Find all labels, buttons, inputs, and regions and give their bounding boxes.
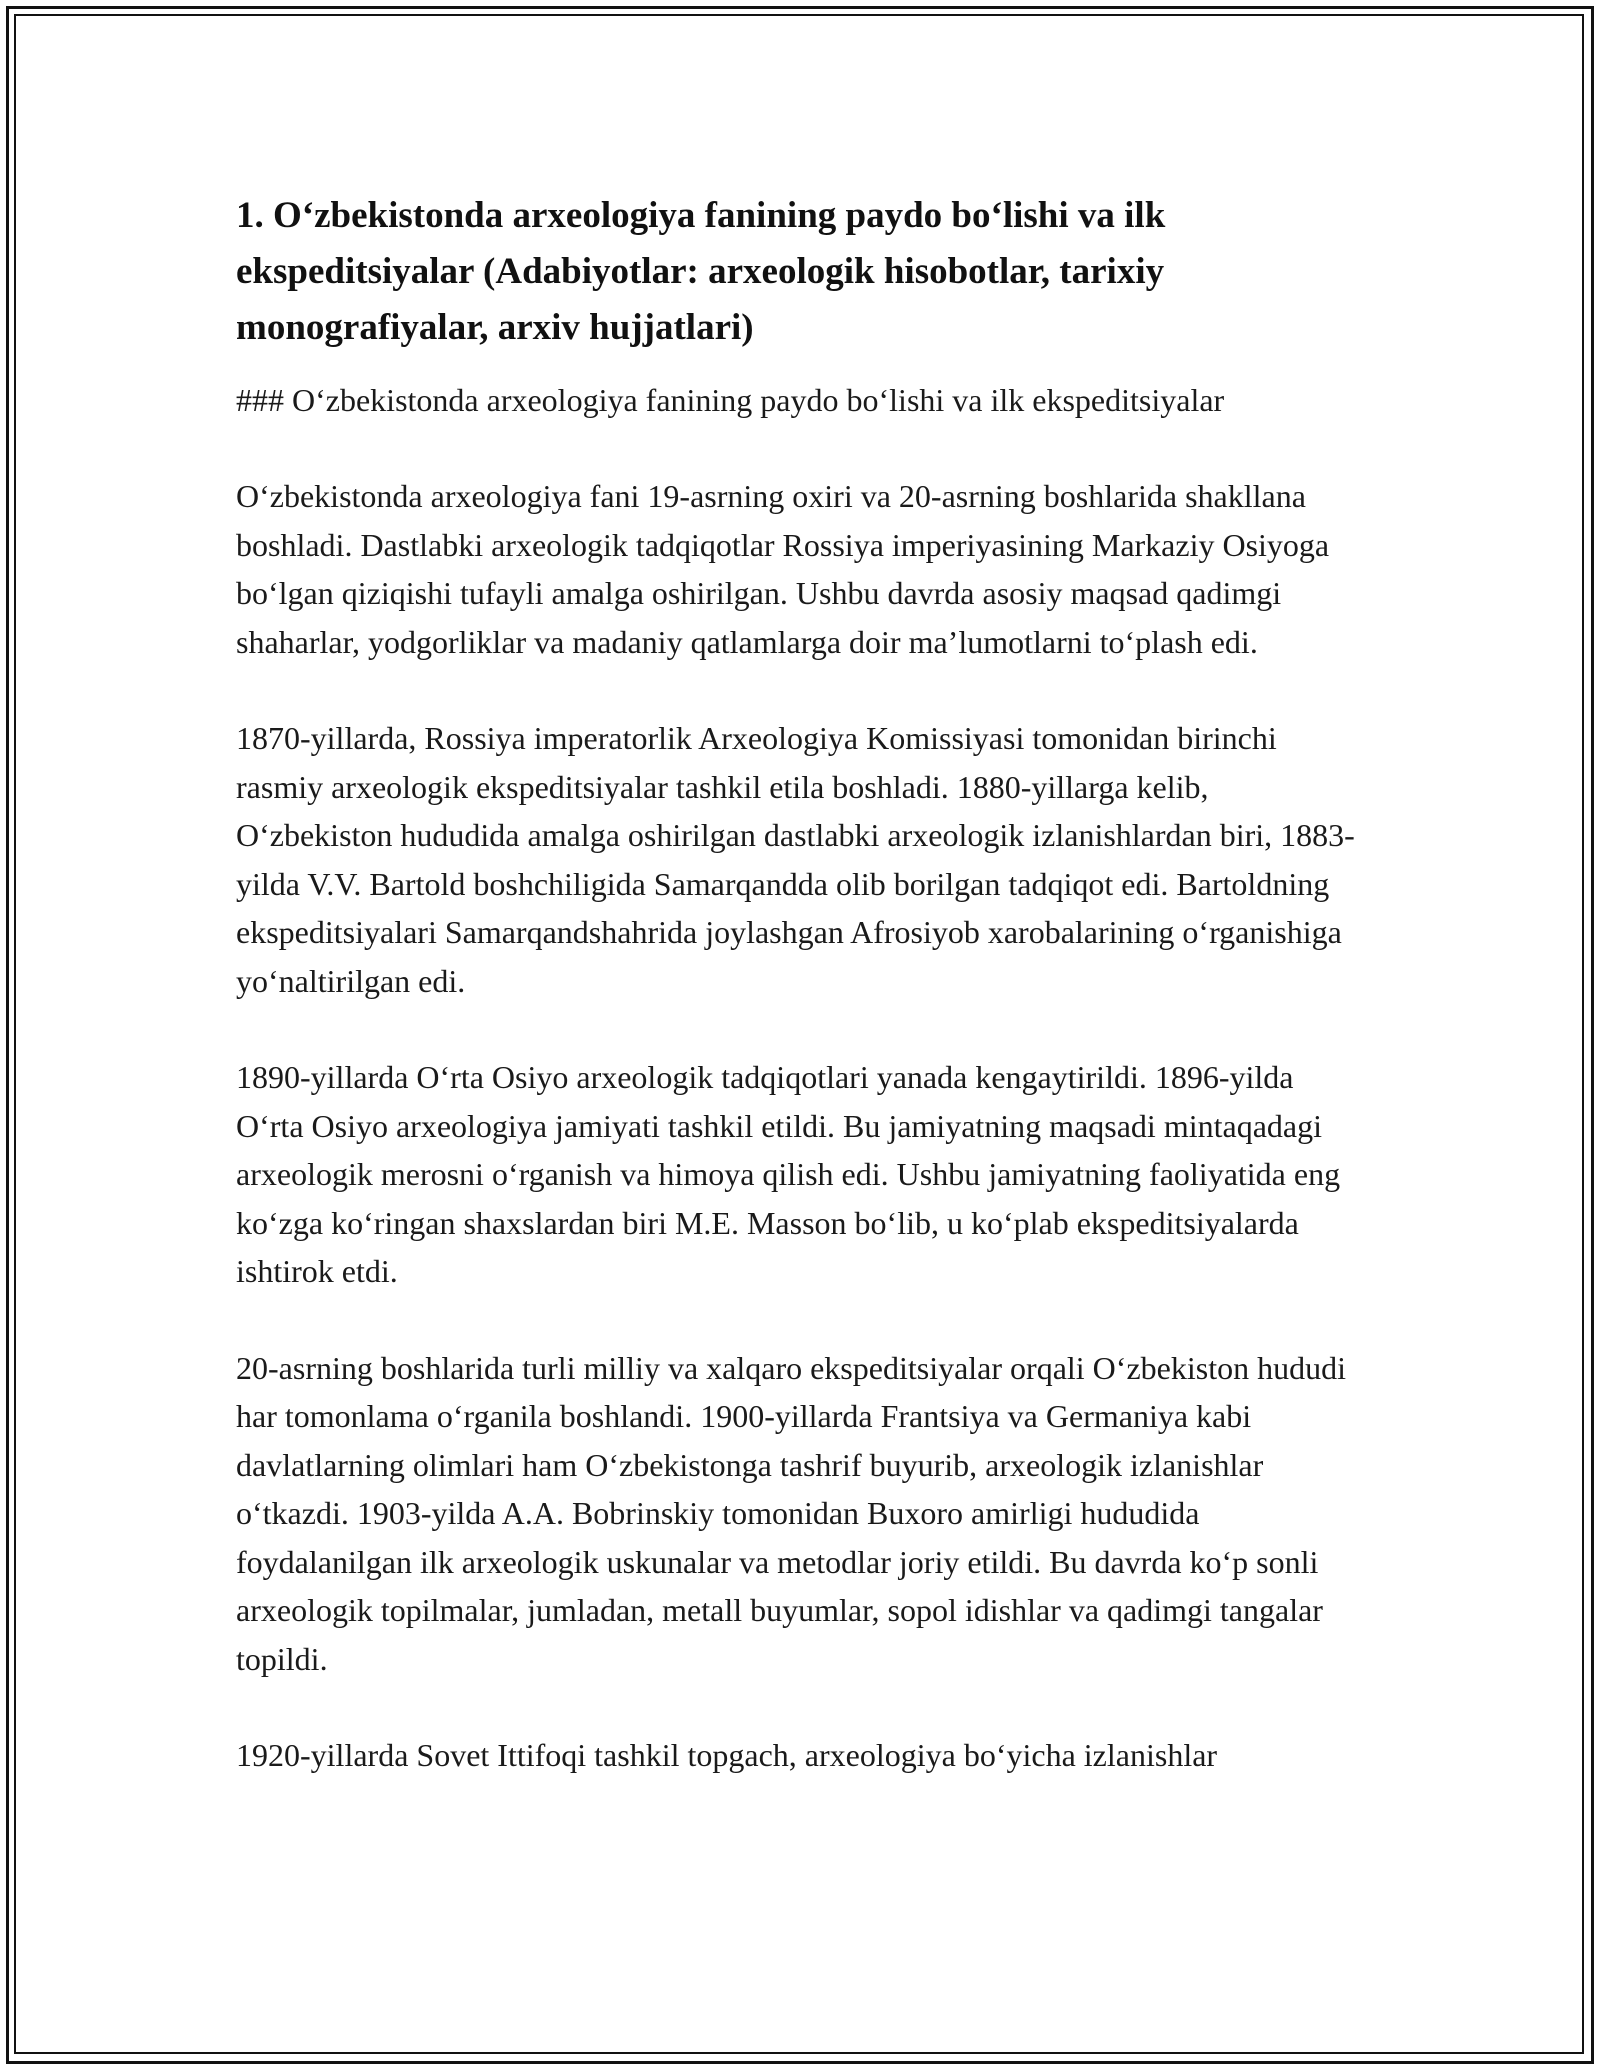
paragraph-1: O‘zbekistonda arxeologiya fani 19-asrning oxiri va 20-asrning boshlarida shakllana boshladi. Dastlabki arxeologik tadqiqotlar Rossiya imperiyasining Markaziy Osiyoga bo‘lgan qiziqishi tufayli amalga oshirilgan. Ushbu davrda asosiy maqsad qadimgi shaharlar, yodgorliklar va madaniy qatlamlarga doir ma’lumotlarni to‘plash edi. xyxy=(236,478,1330,660)
paragraph-2: 1870-yillarda, Rossiya imperatorlik Arxeologiya Komissiyasi tomonidan birinchi rasmiy arxeologik ekspeditsiyalar tashkil etila boshladi. 1880-yillarga kelib, O‘zbekiston hududida amalga oshirilgan dastlabki arxeologik izlanishlardan biri, 1883-yilda V.V. Bartold boshchiligida Samarqandda olib borilgan tadqiqot edi. Bartoldning ekspeditsiyalari Samarqandshahrida joylashgan Afrosiyob xarobalarining o‘rganishiga yo‘naltirilgan edi. xyxy=(236,720,1355,999)
document-body xyxy=(236,188,1366,1828)
paragraph-3: 1890-yillarda O‘rta Osiyo arxeologik tadqiqotlari yanada kengaytirildi. 1896-yilda O‘rta Osiyo arxeologiya jamiyati tashkil etildi. Bu jamiyatning maqsadi mintaqadagi arxeologik merosni o‘rganish va himoya qilish edi. Ushbu jamiyatning faoliyatida eng ko‘zga ko‘ringan shaxslardan biri M.E. Masson bo‘lib, u ko‘plab ekspeditsiyalarda ishtirok etdi. xyxy=(236,1059,1341,1289)
paragraph-4: 20-asrning boshlarida turli milliy va xalqaro ekspeditsiyalar orqali O‘zbekiston hududi har tomonlama o‘rganila boshlandi. 1900-yillarda Frantsiya va Germaniya kabi davlatlarning olimlari ham O‘zbekistonga tashrif buyurib, arxeologik izlanishlar o‘tkazdi. 1903-yilda A.A. Bobrinskiy tomonidan Buxoro amirligi hududida foydalanilgan ilk arxeologik uskunalar va metodlar joriy etildi. Bu davrda ko‘p sonli arxeologik topilmalar, jumladan, metall buyumlar, sopol idishlar va qadimgi tangalar topildi. xyxy=(236,1349,1346,1677)
document-title: 1. O‘zbekistonda arxeologiya fanining paydo bo‘lishi va ilk ekspeditsiyalar (Adabiyotlar: arxeologik hisobotlar, tarixiy monografiyalar, arxiv hujjatlari) xyxy=(236,195,1166,348)
section-subheading: ### O‘zbekistonda arxeologiya fanining paydo bo‘lishi va ilk ekspeditsiyalar xyxy=(236,382,1225,418)
paragraph-5: 1920-yillarda Sovet Ittifoqi tashkil topgach, arxeologiya bo‘yicha izlanishlar xyxy=(236,1737,1218,1773)
